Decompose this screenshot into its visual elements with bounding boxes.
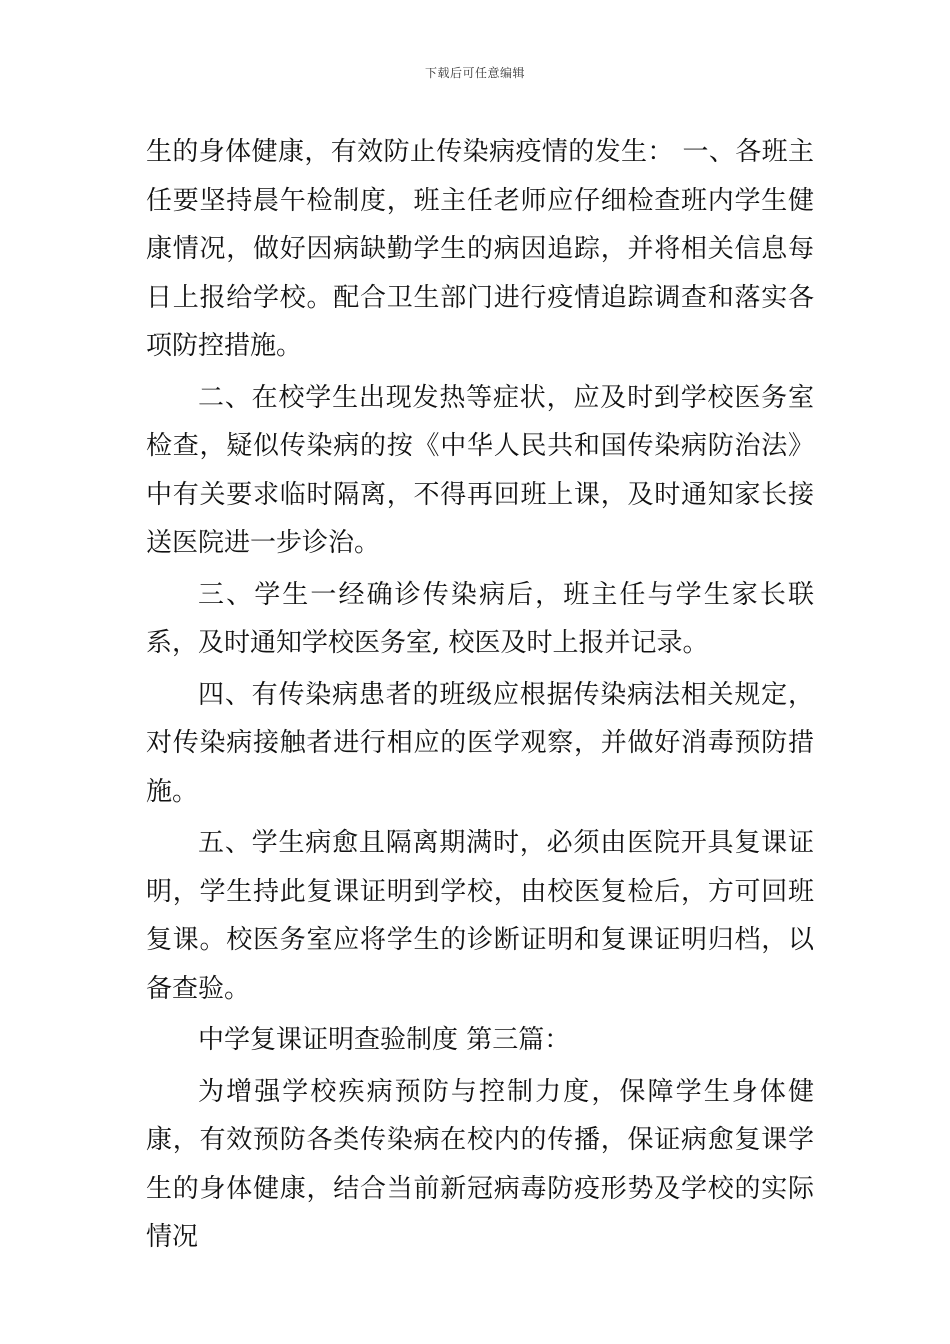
paragraph-6: 为增强学校疾病预防与控制力度，保障学生身体健康，有效预防各类传染病在校内的传播，保证病愈复课学生的身体健康，结合当前新冠病毒防疫形势及学校的实际情况 <box>146 1076 814 1252</box>
paragraph-2: 二、在校学生出现发热等症状，应及时到学校医务室检查，疑似传染病的按《中华人民共和国传染病防治法》中有关要求临时隔离，不得再回班上课，及时通知家长接送医院进一步诊治。 <box>146 382 814 558</box>
paragraph-1: 生的身体健康，有效防止传染病疫情的发生： 一、各班主任要坚持晨午检制度，班主任老师应仔细检查班内学生健康情况，做好因病缺勤学生的病因追踪，并将相关信息每日上报给学校。配合卫生部门进行疫情追踪调查和落实各项防控措施。 <box>146 137 814 361</box>
paragraph-4: 四、有传染病患者的班级应根据传染病法相关规定，对传染病接触者进行相应的医学观察，并做好消毒预防措施。 <box>146 679 814 807</box>
page-header: 下载后可任意编辑 <box>424 66 525 80</box>
paragraph-3: 三、学生一经确诊传染病后，班主任与学生家长联系，及时通知学校医务室, 校医及时上报并记录。 <box>146 579 814 658</box>
section-heading: 中学复课证明查验制度 第三篇： <box>198 1025 571 1055</box>
paragraph-5: 五、学生病愈且隔离期满时，必须由医院开具复课证明，学生持此复课证明到学校，由校医复检后，方可回班复课。校医务室应将学生的诊断证明和复课证明归档，以备查验。 <box>146 828 814 1004</box>
document-body <box>146 128 814 1265</box>
